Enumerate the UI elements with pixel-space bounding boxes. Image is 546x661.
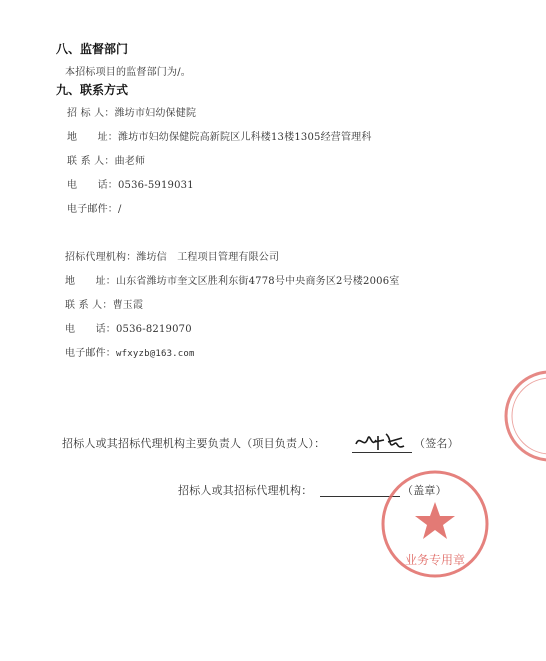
- sign-note: （签名）: [414, 437, 459, 450]
- bidder-phone-label: 电 话：: [67, 180, 118, 191]
- agency-phone: 0536-8219070: [116, 324, 192, 335]
- agency-name-row: [65, 248, 279, 263]
- bidder-email-row: [67, 200, 122, 215]
- bidder-contact: 曲老师: [114, 156, 146, 167]
- bidder-contact-label: 联 系 人：: [67, 156, 115, 167]
- agency-phone-row: [65, 320, 192, 335]
- bidder-phone-row: [67, 176, 194, 191]
- agency-contact-label: 联 系 人：: [65, 300, 113, 311]
- bidder-address-row: [67, 128, 372, 143]
- agency-email: wfxyzb@163.com: [116, 349, 195, 359]
- seal-note: （盖章）: [402, 484, 447, 497]
- agency-address-label: 地 址：: [65, 276, 116, 287]
- agency-email-label: 电子邮件：: [65, 348, 116, 359]
- bidder-name-label: 招 标 人：: [67, 108, 115, 119]
- section9-heading: 九、联系方式: [56, 83, 129, 97]
- agency-name-label: 招标代理机构：: [65, 252, 137, 263]
- company-seal: [368, 468, 498, 586]
- agency-address: 山东省潍坊市奎文区胜利东街4778号中央商务区2号楼2006室: [116, 276, 400, 287]
- section8-heading: 八、监督部门: [56, 42, 129, 56]
- section8-text: 本招标项目的监督部门为/。: [65, 67, 191, 78]
- agency-email-row: [65, 344, 195, 359]
- agency-name: 潍坊信 工程项目管理有限公司: [136, 252, 280, 263]
- bidder-phone: 0536-5919031: [118, 180, 194, 191]
- bidder-name: 潍坊市妇幼保健院: [114, 108, 197, 119]
- bidder-address: 潍坊市妇幼保健院高新院区儿科楼13楼1305经营管理科: [118, 132, 372, 143]
- bidder-address-label: 地 址：: [67, 132, 118, 143]
- agency-phone-label: 电 话：: [65, 324, 116, 335]
- bidder-contact-row: [67, 152, 145, 167]
- agency-address-row: [65, 272, 399, 287]
- bidder-name-row: [67, 104, 196, 119]
- bidder-email-label: 电子邮件：: [67, 204, 118, 215]
- stamp-text: 业务专用章: [404, 553, 466, 567]
- agency-contact-row: [65, 296, 143, 311]
- agency-contact: 曹玉霞: [112, 300, 144, 311]
- org-label: 招标人或其招标代理机构：: [178, 484, 313, 497]
- partial-stamp: [478, 368, 546, 464]
- handwritten-signature: [352, 428, 412, 454]
- responsible-label: 招标人或其招标代理机构主要负责人（项目负责人）：: [62, 437, 326, 450]
- bidder-email: /: [118, 204, 122, 215]
